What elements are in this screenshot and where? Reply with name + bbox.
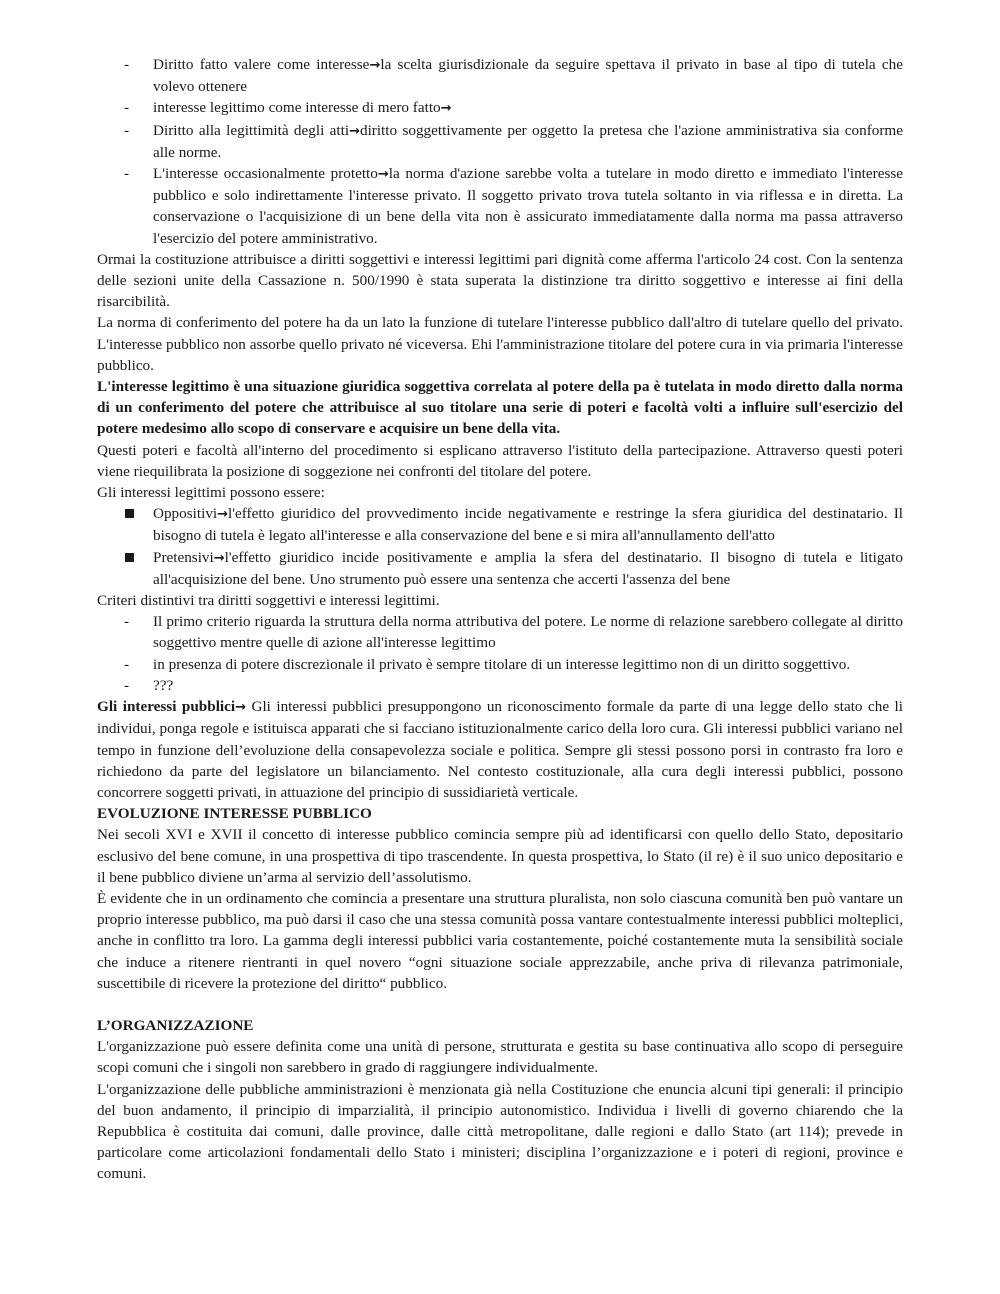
arrow-right-icon: → bbox=[235, 700, 247, 716]
list-item: - in presenza di potere discrezionale il privato è sempre titolare di un interesse legittimo non di un diritto soggettivo. bbox=[97, 654, 903, 675]
list-marker: - bbox=[124, 56, 130, 73]
paragraph: Gli interessi legittimi possono essere: bbox=[97, 484, 325, 502]
paragraph: L'organizzazione può essere definita come una unità di persone, strutturata e gestita su base continuativa allo scopo di perseguire scopi comuni che i singoli non sarebbero in grado di raggiungere individualmente. bbox=[97, 1038, 903, 1077]
list-item: - Il primo criterio riguarda la struttura della norma attributiva del potere. Le norme di relazione sarebbero collegate al diritto soggettivo mentre quelle di azione all'interesse legittimo bbox=[124, 613, 903, 652]
list-item: - interesse legittimo come interesse di mero fatto→ bbox=[97, 97, 903, 119]
definition-paragraph: L'interesse legittimo è una situazione giuridica soggettiva correlata al potere della pa è tutelata in modo diretto dalla norma di un conferimento del potere che attribuisce al suo titolare una serie di poteri e facoltà volti a influire sull'esercizio del potere medesimo allo scopo di conservare e acquisire un bene della vita. bbox=[97, 378, 903, 438]
list-marker: - bbox=[124, 165, 130, 183]
paragraph: Nei secoli XVI e XVII il concetto di interesse pubblico comincia sempre più ad identificarsi con quello dello Stato, depositario esclusivo del bene comune, in una prospettiva di tipo trascendente. In questa prospettiva, lo Stato (il re) è il suo unico depositario e il bene pubblico diviene un’arma al servizio dell’assolutismo. bbox=[97, 826, 903, 886]
arrow-right-icon: → bbox=[377, 167, 389, 183]
list-item: Pretensivi→l'effetto giuridico incide positivamente e amplia la sfera del destinatario. Il bisogno di tutela e litigato all'acquisizione del bene. Uno strumento può essere una sentenza che accerti l'assenza del bene bbox=[97, 547, 903, 590]
list-marker: - bbox=[124, 676, 130, 694]
spacer bbox=[97, 994, 903, 1015]
arrow-right-icon: → bbox=[217, 507, 229, 523]
paragraph: L'organizzazione delle pubbliche amministrazioni è menzionata già nella Costituzione che enuncia alcuni tipi generali: il principio del buon andamento, il principio di imparzialità, il principio autonomistico. Individua i livelli di governo chiarendo che la Repubblica è costituita dai comuni, dalle province, dalle città metropolitane, dalle regioni e dallo Stato (art 114); prevede in particolare come articolazioni fondamentali dello Stato i ministeri; disciplina l’organizzazione e i poteri di regioni, province e comuni. bbox=[97, 1080, 903, 1183]
square-list-interest-types bbox=[97, 503, 903, 590]
list-item: - L'interesse occasionalmente protetto→la norma d'azione sarebbe volta a tutelare in modo diretto e immediato l'interesse pubblico e solo indirettamente l'interesse privato. Il soggetto privato trova tutela soltanto in via riflessa e in diretta. La conservazione o l'acquisizione di un bene della vita non è assicurato immediatamente dalla norma ma passa attraverso l'esercizio del potere amministrativo. bbox=[124, 165, 904, 247]
inline-bold-term: Gli interessi pubblici bbox=[97, 698, 236, 716]
dash-list-criteria bbox=[97, 611, 903, 696]
arrow-right-icon: → bbox=[369, 58, 381, 73]
dash-list-theories bbox=[97, 54, 903, 249]
list-marker: - bbox=[124, 613, 130, 631]
list-item: - Diritto alla legittimità degli atti→diritto soggettivamente per oggetto la pretesa che l'azione amministrativa sia conforme alle norme. bbox=[124, 121, 903, 161]
list-marker: - bbox=[124, 121, 130, 139]
list-item: - Diritto fatto valere come interesse→la scelta giurisdizionale da seguire spettava il privato in base al tipo di tutela che volevo ottenere bbox=[124, 56, 903, 96]
list-item: - ??? bbox=[97, 675, 903, 696]
paragraph: È evidente che in un ordinamento che comincia a presentare una struttura pluralista, non solo ciascuna comunità ben può vantare un proprio interesse pubblico, ma può darsi il caso che una stessa comunità possa vantare contestualmente interessi pubblici molteplici, anche in conflitto tra loro. La gamma degli interessi pubblici varia costantemente, poiché costantemente muta la sensibilità sociale che induce a ritenere rientranti in quel novero “ogni situazione sociale apprezzabile, anche priva di rilevanza patrimoniale, suscettibile di ricevere la protezione del diritto“ pubblico. bbox=[97, 889, 903, 992]
section-heading: L’ORGANIZZAZIONE bbox=[97, 1016, 254, 1034]
list-marker: - bbox=[124, 655, 130, 673]
paragraph: Gli interessi pubblici→ Gli interessi pubblici presuppongono un riconoscimento formale da parte di una legge dello stato che li individui, ponga regole e istituisca apparati che si facciano istituzionalmente carico della loro cura. Gli interessi pubblici variano nel tempo in funzione dell’evoluzione della consapevolezza sociale e politica. Sempre gli stessi possono porsi in contrasto fra loro e richiedono da parte del legislatore un bilanciamento. Nel contesto costituzionale, alla cura degli interessi pubblici, possono concorrere soggetti privati, in attuazione del principio di sussidiarietà verticale. bbox=[97, 698, 903, 801]
paragraph: La norma di conferimento del potere ha da un lato la funzione di tutelare l'interesse pubblico dall'altro di tutelare quello del privato. L'interesse pubblico non assorbe quello privato né viceversa. Ehi l'amministrazione titolare del potere cura in via primaria l'interesse pubblico. bbox=[97, 314, 903, 374]
square-bullet-icon bbox=[125, 509, 134, 518]
paragraph: Ormai la costituzione attribuisce a diritti soggettivi e interessi legittimi pari dignità come afferma l'articolo 24 cost. Con la sentenza delle sezioni unite della Cassazione n. 500/1990 è stata superata la distinzione tra diritto soggettivo e interesse ai fini della risarcibilità. bbox=[97, 250, 903, 311]
paragraph: Questi poteri e facoltà all'interno del procedimento si esplicano attraverso l'istituto della partecipazione. Attraverso questi poteri viene riequilibrata la posizione di soggezione nei confronti del titolare del potere. bbox=[97, 441, 903, 480]
section-heading: EVOLUZIONE INTERESSE PUBBLICO bbox=[97, 805, 372, 823]
paragraph: Criteri distintivi tra diritti soggettivi e interessi legittimi. bbox=[97, 592, 440, 610]
arrow-right-icon: → bbox=[213, 550, 225, 566]
arrow-right-icon: → bbox=[440, 101, 452, 117]
list-item: Oppositivi→l'effetto giuridico del provvedimento incide negativamente e restringe la sfera giuridica del destinatario. Il bisogno di tutela è legato all'interesse e alla conservazione del bene e si mira all'annullamento dell'atto bbox=[97, 503, 903, 546]
arrow-right-icon: → bbox=[349, 123, 360, 139]
square-bullet-icon bbox=[125, 553, 134, 562]
list-marker: - bbox=[124, 99, 130, 117]
